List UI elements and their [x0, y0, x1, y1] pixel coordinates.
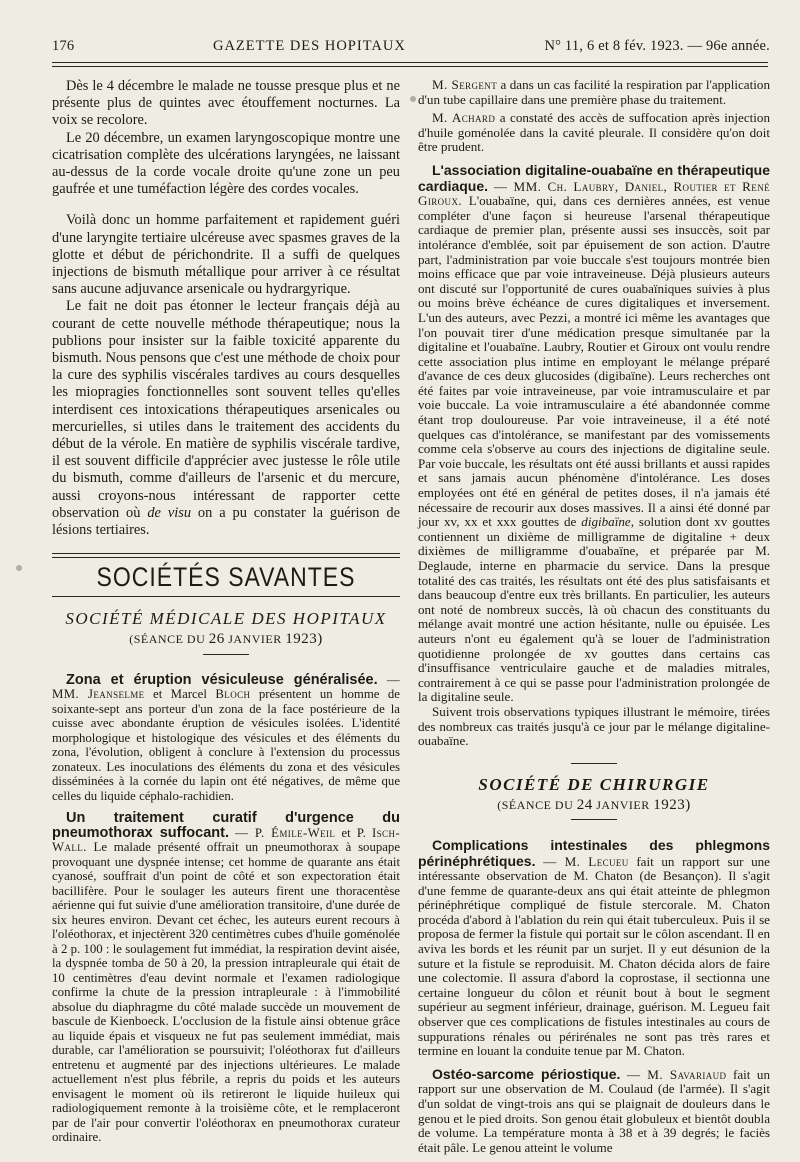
paragraph: Suivent trois observations typiques illustrant le mémoire, tirées des nombreux cas traités jusqu'à ce jour par le mélange digitaline-ouabaïne.	[418, 703, 770, 749]
page-number: 176	[52, 38, 75, 54]
seance-label: (SÉANCE DU	[129, 632, 206, 647]
article-title: Zona et éruption vésiculeuse généralisée.	[66, 671, 378, 688]
authors: — MM. Ch. Laubry, Daniel, Routier et René Giroux.	[418, 178, 770, 209]
seance-month: JANVIER	[228, 632, 282, 647]
text: on a pu constater la guérison de lésions tertiaires.	[52, 504, 400, 539]
authors: Bloch	[215, 687, 251, 702]
article	[418, 163, 770, 705]
print-mark	[16, 565, 22, 571]
article-body: présentent un homme de soixante-sept ans porteur d'un zona de la face postérieure de la cuisse avec abondante éruption de vésicules isolées. L'identité morphologique et histologique des vésicules et des éléments du zona, l'évolution, obligent à conclure à l'extension du processus zonateux. Les inoculations des éléments du zona et des vésicules disséminées à la cornée du lapin ont été négatives, de même que celles du liquide céphalo-rachidien.	[52, 687, 400, 803]
article-body: L'ouabaïne, qui, dans ces dernières années, est venue compléter d'une façon si heureuse l'arsenal thérapeutique cardiaque de premier plan, présente aussi ses insuccès, soit par intolérance d'emblée, soit par épuisement de son action. D'autre part, l'administration par voie buccale s'est toujours montrée bien moins efficace que par voie intraveineuse. Déjà plusieurs auteurs ont discuté sur l'opportunité de cures ouabaïniques suivies à plus ou moins brève échéance de cures digitaliques et inversement. L'un des auteurs, avec Pezzi, a montré ici même les avantages que l'on pouvait tirer d'une médication presque simultanée par la digitaline et l'ouabaïne. Laubry, Routier et Giroux ont voulu rendre cette association plus intime en employant le mélange préparé d'avance de ces deux glucosides (digibaïne). Leurs recherches ont été faites par voie intraveineuse, par voie intramusculaire et par voie buccale. La voie intramusculaire a été abandonnée comme étant trop douloureuse. Par voie intraveineuse, il a été noté quelques cas d'intolérance, se manifestant par des vomissements comme cela s'observe au cours des injections de digitaline seule. Par voie buccale, les résultats ont été aussi brillants et aussi rapides et sans jamais aucun phénomène d'intolérance. Les doses employées ont été en général de petites doses, il n'a jamais été nécessaire de recourir aux doses massives. Il a ainsi été donné par jour xv, xx et xxx gouttes de	[418, 193, 770, 530]
society-title: SOCIÉTÉ DE CHIRURGIE	[478, 774, 710, 794]
right-column	[418, 78, 770, 1155]
article-title: Ostéo-sarcome périostique.	[432, 1065, 621, 1082]
emphasis: digibaïne,	[581, 514, 634, 530]
article-title: L'association digitaline-ouabaïne en thérapeutique cardiaque.	[418, 161, 770, 194]
emphasis: de visu	[147, 504, 192, 521]
article-body: Le malade présenté offrait un pneumothorax à soupape provoquant une dyspnée intense; cet homme de quarante ans était cyanosé, souffrait d'un point de côté et son expectoration était bacillifère. Pour le soulager les auteurs firent une thoracentèse aérienne qui fut suivie d'une amélioration transitoire, d'une durée de six heures environ. Devant cet échec, les auteurs eurent recours à l'oléothorax, et injectèrent 320 centimètres cubes d'huile goménolée à 2 p. 100 : le soulagement fut immédiat, la respiration devint aisée, la dyspnée tomba de 50 à 20, la pression intrapleurale qui était de 10 centimètres d'eau devint normale et l'examen radiologique confirme la chute de la pression intrapleurale : à l'immobilité absolue du diaphragme du côté malade succède un mouvement de bascule de Kienboeck. L'occlusion de la fistule ainsi obtenue grâce au liquide épais et visqueux ne fut pas seulement immédiat, mais durable, car l'amélioration se poursuivit; l'oléothorax fut d'ailleurs entretenu et augmenté par des injections ultérieures. Le malade actuellement n'est plus fébrile, a repris du poids et les auteurs envisagent le moment où ils retireront le liquide huileux qui radiologiquement remonte à la troisième côte, et le remplaceront par de l'air pour convertir l'oléothorax en pneumothorax curateur ordinaire.	[52, 840, 401, 1145]
header-rule-2	[52, 66, 768, 67]
short-rule	[203, 654, 249, 655]
paragraph: Voilà donc un homme parfaitement et rapidement guéri d'une laryngite tertiaire ulcéreuse avec spasmes graves de la glotte et début de périchondrite. Il a suffi de quelques injections de bismuth métallique pour arriver à ce résultat sans aucune adjuvance arsenicale ou hydrargyrique.	[52, 212, 400, 298]
left-column	[52, 78, 400, 1145]
article	[52, 673, 400, 804]
publication-title: GAZETTE DES HOPITAUX	[212, 38, 406, 54]
paragraph	[418, 78, 770, 107]
article	[418, 1067, 770, 1156]
seance-date	[52, 632, 400, 647]
seance-label: (SÉANCE DU	[497, 798, 574, 813]
short-rule	[571, 819, 617, 820]
article	[418, 838, 770, 1059]
section-title: SOCIÉTÉS SAVANTES	[96, 562, 356, 593]
article	[52, 811, 400, 1145]
authors: — P. Émile-Weil	[235, 825, 336, 840]
authors: Isch-Wall.	[52, 825, 400, 855]
author-name: M. Sergent	[432, 77, 498, 92]
article-title: Complications intestinales des phlegmons périnéphrétiques.	[418, 836, 770, 869]
article-body: solution dont xv gouttes contiennent un dixième de milligramme de digitaline + deux dixièmes de milligramme d'ouabaïne, et préparée par M. Deglaude, interne en pharmacie du service. Dans la presque totalité des cas traités, les résultats ont été des plus satisfaisants et dans beaucoup d'entre eux très brillants. En particulier, les auteurs ont noté de nombreux succès, là où chacun des constituants du mélange avait montré une action hésitante, nulle ou épuisée. Les auteurs n'ont eu également qu'à se louer de l'administration quotidienne prolongée de xv gouttes dans certains cas d'insuffisance ventriculaire gauche et de maladies mitrales, contrairement à ce qui se passe pour l'administration prolongée de la digitaline seule.	[418, 514, 770, 705]
text: Le fait ne doit pas étonner le lecteur français déjà au courant de cette nouvelle méthode thérapeutique; nous la publions pour insister sur la faible toxicité apparente du bismuth. Nous pensons que c'est une méthode de choix pour la cure des syphilis viscérales tardives au cours desquelles les miopragies fonctionnelles sont souvent telles qu'elles interdisent ces intoxications thérapeutiques arsenicales ou mercurielles, si utiles dans le traitement des accidents du début de la vérole. En matière de syphilis viscérale tardive, il est souvent difficile d'apprécier avec justesse le rôle utile du bismuth, comme d'ailleurs de l'arsenic et du mercure, aussi croyons-nous intéressant de rapporter cette observation où	[52, 298, 400, 521]
authors: — M. Savariaud	[626, 1066, 727, 1082]
running-header	[52, 38, 770, 55]
paragraph	[52, 298, 400, 539]
print-mark	[410, 96, 416, 102]
paragraph: Dès le 4 décembre le malade ne tousse presque plus et ne présente plus de quintes avec étouffement nocturnes. La voix se recolore.	[52, 78, 400, 129]
seance-day: 24	[576, 797, 593, 814]
section-rule-bottom	[52, 596, 400, 597]
seance-date	[418, 798, 770, 813]
authors: — M. Lecueu	[543, 853, 629, 869]
header-rule	[52, 62, 768, 63]
author-name: M. Achard	[432, 110, 496, 126]
seance-year: 1923)	[653, 797, 691, 814]
section-rule	[52, 553, 400, 558]
issue-info: N° 11, 6 et 8 fév. 1923. — 96e année.	[544, 38, 770, 54]
text: a dans un cas facilité la respiration par l'application d'un tube capillaire dans une première phase du traitement.	[418, 77, 770, 107]
text: et Marcel	[153, 687, 207, 702]
seance-day: 26	[208, 631, 225, 648]
short-rule	[571, 763, 617, 764]
paragraph: Le 20 décembre, un examen laryngoscopique montre une cicatrisation complète des ulcérations laryngées, ne laissant au-dessus de la corde vocale droite qu'une zone un peu gaufrée et une tuméfaction légère des cordes vocales.	[52, 129, 400, 198]
text: a constaté des accès de suffocation après injection d'huile goménolée dans la cavité pleurale. Il considère qu'on doit être prudent.	[418, 110, 771, 155]
seance-year: 1923)	[285, 631, 323, 648]
authors: — MM. Jeanselme	[52, 672, 401, 702]
society-title: SOCIÉTÉ MÉDICALE DES HOPITAUX	[65, 608, 387, 628]
article-body: fait un rapport sur une observation de M. Coulaud (de l'armée). Il s'agit d'un soldat de vingt-trois ans qui se plaignait de douleurs dans le genou et le pied droits. Son genou était globuleux et bientôt doubla de volume. La température monta à 38 et à 39 degrés; le faciès était pâle. Le genou atteint le volume	[418, 1066, 770, 1155]
article-title: Un traitement curatif d'urgence du pneumothorax suffocant.	[52, 810, 400, 841]
text: et P.	[341, 825, 366, 840]
paragraph	[418, 111, 770, 155]
article-body: fait un rapport sur une intéressante observation de M. Chaton (de Besançon). Il s'agit d'une femme de quarante-deux ans qui était atteinte de phlegmon périnéphrétique compliqué de fistule stercorale. M. Chaton procéda d'abord à l'ablation du rein qui était tuberculeux. Puis il se proposa de fermer la fistule qui portait sur le côlon ascendant. Il en aviva les bords et les réunit par un surjet. Il y eut désunion de la suture et la fistule se reproduisit. M. Chaton décida alors de faire une colectomie. Il assura d'abord la coprostase, il sectionna une certaine longueur du côlon et réunit bout à bout le segment supérieur au segment inférieur, drainage, guérison. M. Legueu fait observer que ces complications de fistules intestinales au cours de suppurations rénales ou périrénales ne sont pas très rares et termine en louant la conduite tenue par M. Chaton.	[418, 853, 770, 1059]
seance-month: JANVIER	[596, 798, 650, 813]
